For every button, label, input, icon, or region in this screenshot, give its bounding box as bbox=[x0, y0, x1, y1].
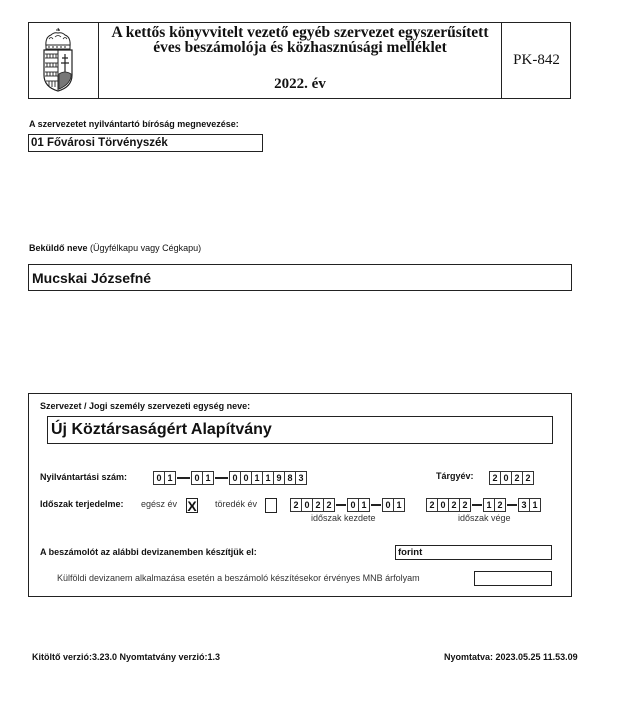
org-name-value: Új Köztársaságért Alapítvány bbox=[51, 421, 272, 438]
digit-cell: 2 bbox=[290, 498, 301, 512]
digit-cell: 1 bbox=[483, 498, 494, 512]
full-year-checkbox[interactable] bbox=[186, 498, 198, 513]
digit-cell: 1 bbox=[164, 471, 175, 485]
org-name-field[interactable] bbox=[47, 416, 553, 444]
period-start-caption: időszak kezdete bbox=[311, 513, 376, 523]
subject-year-label: Tárgyév: bbox=[436, 471, 474, 481]
period-start-year bbox=[290, 498, 335, 512]
digit-cell: 0 bbox=[437, 498, 448, 512]
partial-year-checkbox[interactable] bbox=[265, 498, 277, 513]
period-end-year bbox=[426, 498, 471, 512]
version-info: Kitöltő verzió:3.23.0 Nyomtatvány verzió:1.3 bbox=[32, 652, 221, 662]
digit-cell: 2 bbox=[522, 471, 533, 485]
digit-cell: 9 bbox=[273, 471, 284, 485]
period-label: Időszak terjedelme: bbox=[40, 499, 124, 509]
period-start-field[interactable] bbox=[290, 498, 405, 512]
reg-number-field[interactable] bbox=[153, 471, 307, 485]
digit-cell: 2 bbox=[426, 498, 437, 512]
digit-cell: 2 bbox=[494, 498, 505, 512]
digit-cell: 0 bbox=[347, 498, 358, 512]
sender-label-bold: Beküldő neve bbox=[29, 243, 88, 253]
form-title-line2: éves beszámolója és közhasznúsági melléklet bbox=[153, 39, 447, 56]
digit-cell: 1 bbox=[358, 498, 369, 512]
period-start-day bbox=[382, 498, 405, 512]
reg-number-label: Nyilvántartási szám: bbox=[40, 472, 128, 482]
period-end-caption: időszak vége bbox=[458, 513, 511, 523]
form-title bbox=[99, 25, 501, 55]
currency-field[interactable] bbox=[395, 545, 552, 560]
dash-separator bbox=[472, 504, 482, 506]
fx-rate-label: Külföldi devizanem alkalmazása esetén a beszámoló készítésekor érvényes MNB árfolyam bbox=[57, 573, 420, 583]
subject-year-field[interactable] bbox=[489, 471, 534, 485]
digit-cell: 1 bbox=[251, 471, 262, 485]
digit-cell: 2 bbox=[312, 498, 323, 512]
period-end-day bbox=[518, 498, 541, 512]
sender-value: Mucskai Józsefné bbox=[32, 270, 152, 286]
dash-separator bbox=[371, 504, 381, 506]
digit-cell: 2 bbox=[489, 471, 500, 485]
dash-separator bbox=[177, 477, 190, 479]
digit-cell: 2 bbox=[511, 471, 522, 485]
form-year: 2022. év bbox=[274, 76, 326, 92]
currency-label: A beszámolót az alábbi devizanemben készítjük el: bbox=[40, 547, 257, 557]
period-start-month bbox=[347, 498, 370, 512]
digit-cell: 3 bbox=[518, 498, 529, 512]
reg-number-group-1 bbox=[153, 471, 176, 485]
digit-cell: 2 bbox=[323, 498, 334, 512]
digit-cell: 2 bbox=[459, 498, 470, 512]
fx-rate-field[interactable] bbox=[474, 571, 552, 586]
dash-separator bbox=[336, 504, 346, 506]
digit-cell: 0 bbox=[240, 471, 251, 485]
court-value: 01 Fővárosi Törvényszék bbox=[31, 137, 168, 149]
full-year-label: egész év bbox=[141, 499, 178, 509]
currency-value: forint bbox=[398, 547, 423, 558]
reg-number-group-2 bbox=[191, 471, 214, 485]
digit-cell: 3 bbox=[295, 471, 306, 485]
dash-separator bbox=[215, 477, 228, 479]
checkmark-x-icon: X bbox=[187, 497, 197, 514]
digit-cell: 0 bbox=[153, 471, 164, 485]
digit-cell: 0 bbox=[229, 471, 240, 485]
subject-year-group bbox=[489, 471, 534, 485]
sender-field[interactable] bbox=[28, 264, 572, 291]
digit-cell: 0 bbox=[191, 471, 202, 485]
emblem-cell bbox=[28, 22, 99, 99]
digit-cell: 1 bbox=[202, 471, 213, 485]
period-end-field[interactable] bbox=[426, 498, 541, 512]
hungarian-coat-of-arms-icon bbox=[41, 27, 75, 93]
dash-separator bbox=[507, 504, 517, 506]
org-name-label-text: Szervezet / Jogi személy szervezeti egység neve: bbox=[40, 401, 251, 411]
digit-cell: 2 bbox=[448, 498, 459, 512]
sender-label bbox=[29, 243, 201, 253]
printed-timestamp: Nyomtatva: 2023.05.25 11.53.09 bbox=[444, 652, 578, 662]
period-end-month bbox=[483, 498, 506, 512]
digit-cell: 8 bbox=[284, 471, 295, 485]
digit-cell: 0 bbox=[500, 471, 511, 485]
digit-cell: 1 bbox=[529, 498, 540, 512]
form-code: PK-842 bbox=[501, 22, 571, 99]
partial-year-label: töredék év bbox=[215, 499, 258, 509]
org-name-label bbox=[40, 401, 250, 411]
court-field[interactable] bbox=[28, 134, 263, 152]
digit-cell: 0 bbox=[382, 498, 393, 512]
digit-cell: 1 bbox=[393, 498, 404, 512]
reg-number-group-3 bbox=[229, 471, 307, 485]
digit-cell: 1 bbox=[262, 471, 273, 485]
sender-label-note: (Ügyfélkapu vagy Cégkapu) bbox=[90, 243, 202, 253]
digit-cell: 0 bbox=[301, 498, 312, 512]
form-title-line1: A kettős könyvvitelt vezető egyéb szervezet egyszerűsített bbox=[111, 24, 489, 41]
court-label: A szervezetet nyilvántartó bíróság megnevezése: bbox=[29, 119, 239, 129]
